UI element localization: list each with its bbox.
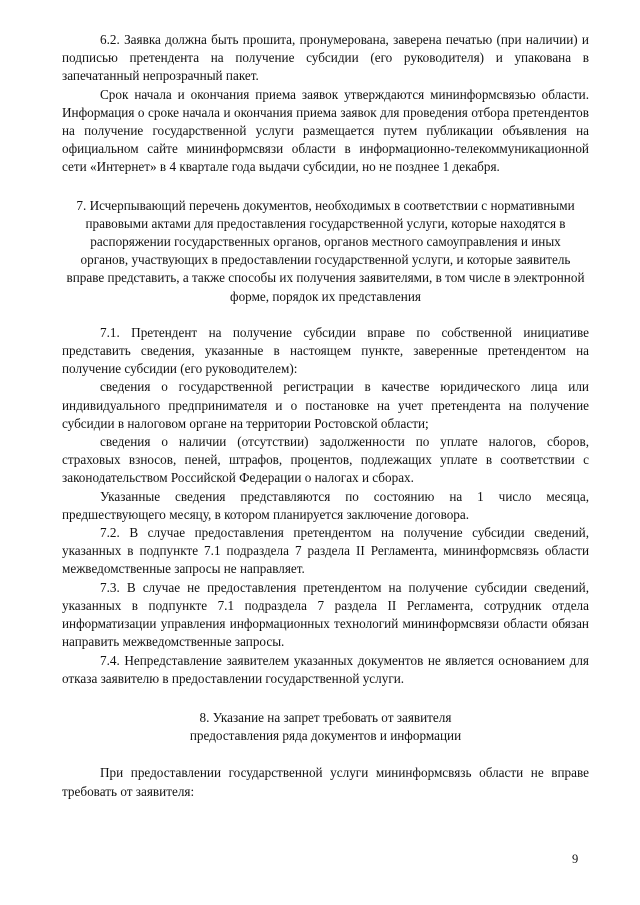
section-8-heading: 8. Указание на запрет требовать от заявителя предоставления ряда документов и информации	[189, 709, 462, 744]
paragraph-7-3: 7.3. В случае не предоставления претендентом на получение субсидии сведений, указанных в подпункте 7.1 подраздела 7 раздела II Регламента, сотрудник отдела информатизации управления информационных технологий мининформсвязи области обязан направить межведомственные запросы.	[62, 579, 589, 650]
paragraph-7-1: 7.1. Претендент на получение субсидии вправе по собственной инициативе представить сведения, указанные в настоящем пункте, заверенные претендентом на получение субсидии (его руководителем):	[62, 324, 589, 377]
page-number: 9	[572, 852, 579, 866]
section-7-heading: 7. Исчерпывающий перечень документов, необходимых в соответствии с нормативными правовыми актами для предоставления государственной услуги, которые находятся в распоряжении государственных органов, органов местного самоуправления и иных органов, участвующих в предоставлении государственной услуги, и которые заявитель вправе представить, а также способы их получения заявителями, в том числе в электронной форме, порядок их представления	[66, 197, 585, 304]
paragraph-tax-debt-info: сведения о наличии (отсутствии) задолженности по уплате налогов, сборов, страховых взносов, пеней, штрафов, процентов, подлежащих уплате в соответствии с законодательством Российской Федерации о налогах и сборах.	[62, 434, 589, 486]
page-content	[62, 31, 589, 801]
paragraph-registration-info: сведения о государственной регистрации в качестве юридического лица или индивидуального предпринимателя и о постановке на учет претендента на получение субсидии в налоговом органе на территории Ростовской области;	[62, 379, 589, 431]
paragraph-7-4: 7.4. Непредставление заявителем указанных документов не является основанием для отказа заявителю в предоставлении государственной услуги.	[62, 652, 589, 686]
paragraph-info-date: Указанные сведения представляются по состоянию на 1 число месяца, предшествующего месяцу, в котором планируется заключение договора.	[62, 488, 589, 522]
paragraph-7-2: 7.2. В случае предоставления претендентом на получение субсидии сведений, указанных в подпункте 7.1 подраздела 7 раздела II Регламента, мининформсвязь области межведомственные запросы не направляет.	[62, 525, 589, 577]
paragraph-8-intro: При предоставлении государственной услуги мининформсвязь области не вправе требовать от заявителя:	[62, 765, 589, 799]
paragraph-application-deadline: Срок начала и окончания приема заявок утверждаются мининформсвязью области. Информация о сроке начала и окончания приема заявок для проведения отбора претендентов на получение государственной услуги размещается путем публикации объявления на официальном сайте мининформсвязи области в информационно-телекоммуникационной сети «Интернет» в 4 квартале года выдачи субсидии, но не позднее 1 декабря.	[62, 86, 589, 175]
paragraph-6-2: 6.2. Заявка должна быть прошита, пронумерована, заверена печатью (при наличии) и подписью претендента на получение субсидии (его руководителя) и упакована в запечатанный непрозрачный пакет.	[62, 32, 589, 84]
